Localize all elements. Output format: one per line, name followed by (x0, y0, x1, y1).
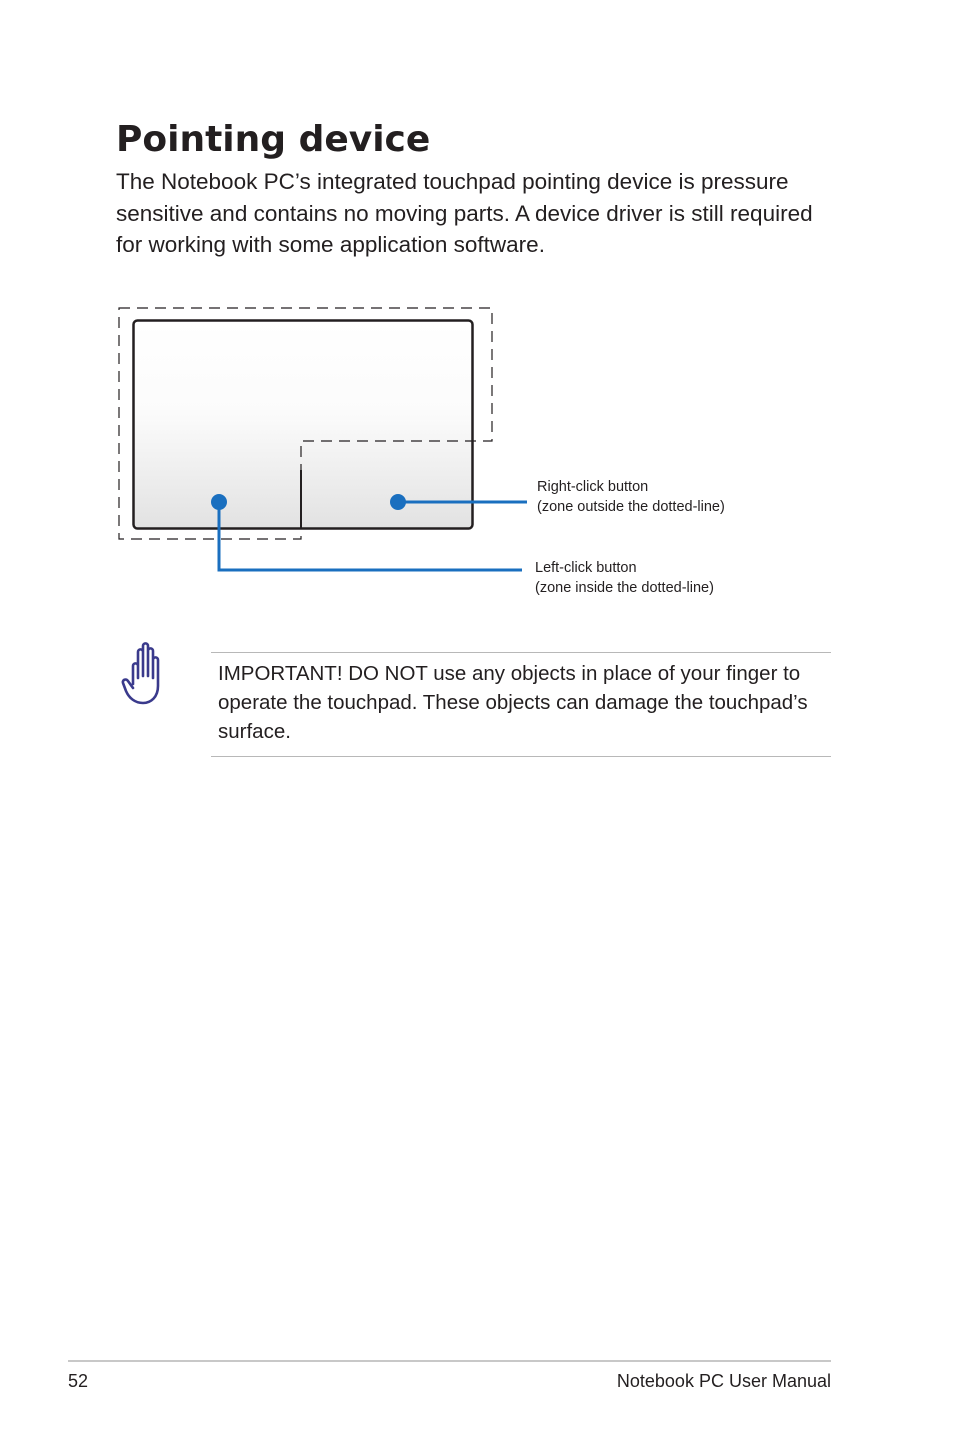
right-click-label-line1: Right-click button (537, 479, 649, 495)
page-number: 52 (68, 1371, 89, 1391)
footer-rule (68, 1360, 831, 1362)
notice-bottom-rule (211, 756, 831, 757)
right-click-label (537, 477, 725, 517)
right-click-label-line2: (zone outside the dotted-line) (537, 499, 725, 515)
important-notice-text: IMPORTANT! DO NOT use any objects in place of your finger to operate the touchpad. These objects can damage the touchpad’s surface. (218, 662, 808, 743)
left-click-label-line1: Left-click button (535, 560, 637, 576)
hand-icon (120, 640, 168, 708)
left-click-label (535, 558, 714, 598)
left-click-zone-outline (119, 308, 492, 539)
left-click-label-line2: (zone inside the dotted-line) (535, 580, 714, 596)
touchpad-diagram (0, 0, 954, 640)
notice-top-rule (211, 652, 831, 653)
touchpad-surface (134, 321, 473, 529)
right-click-dot (390, 494, 406, 510)
manual-title: Notebook PC User Manual (616, 1371, 831, 1391)
left-click-dot (211, 494, 227, 510)
left-click-leader-line (219, 502, 522, 570)
page-title: Pointing device (116, 119, 431, 160)
intro-paragraph: The Notebook PC’s integrated touchpad pointing device is pressure sensitive and contains no moving parts. A device driver is still required for working with some application software. (116, 169, 813, 257)
